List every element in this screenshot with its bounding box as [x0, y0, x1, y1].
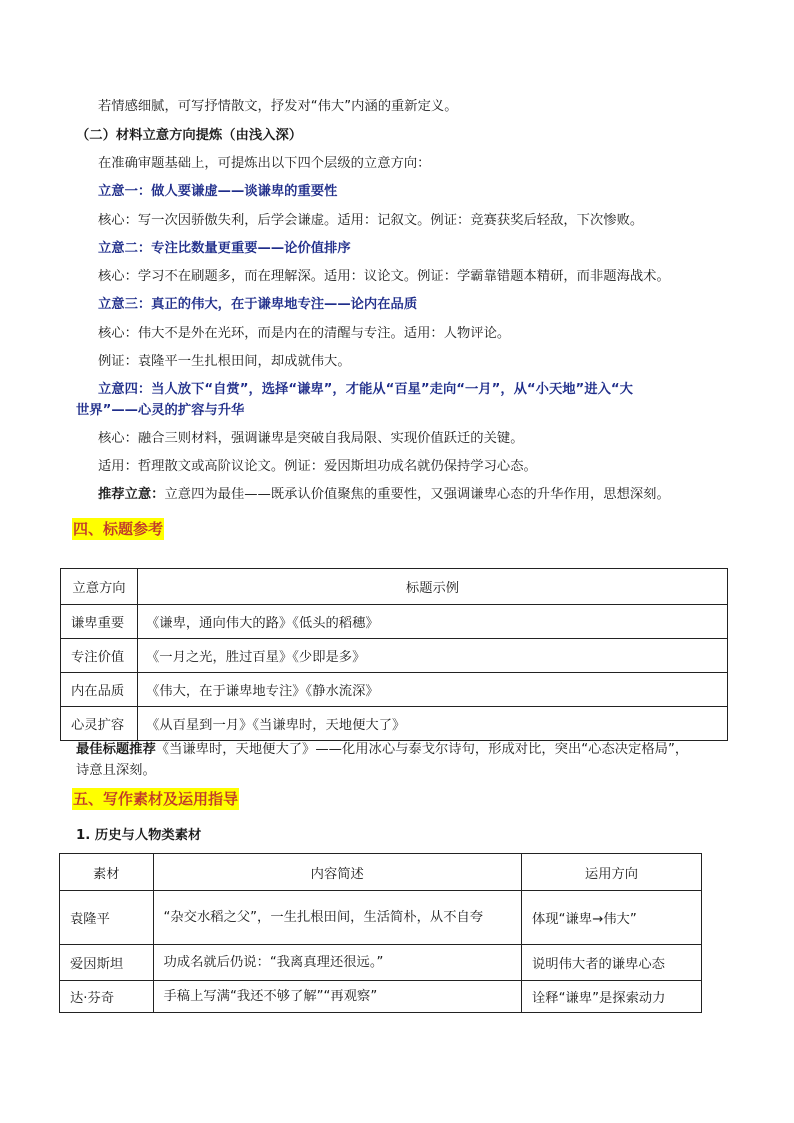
table-cell: 爱因斯坦 [60, 945, 154, 981]
table-cell: 《谦卑，通向伟大的路》《低头的稻穗》 [138, 605, 728, 639]
paragraph-emotional-prose: 若情感细腻，可写抒情散文，抒发对“伟大”内涵的重新定义。 [98, 99, 458, 114]
angle-three-example: 例证：袁隆平一生扎根田间，却成就伟大。 [98, 354, 351, 369]
best-title-paragraph-line1 [76, 740, 688, 760]
best-title-paragraph-line2: 诗意且深刻。 [76, 763, 156, 778]
angle-two-core: 核心：学习不在刷题多，而在理解深。适用：议论文。例证：学霸靠错题本精研，而非题海战术。 [98, 269, 670, 284]
table-header-cell: 立意方向 [61, 569, 138, 605]
table-cell: 功成名就后仍说：“我离真理还很远。” [153, 945, 522, 981]
table-row [61, 707, 728, 741]
angle-one-core: 核心：写一次因骄傲失利，后学会谦虚。适用：记叙文。例证：竞赛获奖后轻敌，下次惨败。 [98, 213, 644, 228]
table-cell: 达·芬奇 [60, 981, 154, 1013]
recommendation-paragraph [98, 485, 670, 505]
table-cell: 手稿上写满“我还不够了解”“再观察” [153, 981, 522, 1013]
table-cell: “杂交水稻之父”，一生扎根田间，生活简朴，从不自夸 [153, 891, 522, 945]
title-reference-table [60, 568, 728, 741]
recommendation-label: 推荐立意： [98, 487, 165, 502]
angle-two-title: 立意二：专注比数量更重要——论价值排序 [98, 241, 351, 256]
table-cell: 袁隆平 [60, 891, 154, 945]
writing-material-table [59, 853, 702, 1013]
angle-four-apply: 适用：哲理散文或高阶议论文。例证：爱因斯坦功成名就仍保持学习心态。 [98, 459, 537, 474]
section-five-heading: 五、写作素材及运用指导 [73, 790, 239, 808]
subheading-material-direction: （二）材料立意方向提炼（由浅入深） [76, 128, 303, 143]
angle-one-title: 立意一：做人要谦虚——谈谦卑的重要性 [98, 184, 338, 199]
table-cell: 诠释“谦卑”是探索动力 [522, 981, 702, 1013]
table-row [60, 945, 702, 981]
table-header-cell: 运用方向 [522, 854, 702, 891]
paragraph-intro: 在准确审题基础上，可提炼出以下四个层级的立意方向： [98, 156, 431, 171]
table-cell: 谦卑重要 [61, 605, 138, 639]
best-title-text: 《当谦卑时，天地便大了》——化用冰心与泰戈尔诗句，形成对比，突出“心态决定格局”， [155, 742, 689, 757]
table-row [61, 639, 728, 673]
section-four-heading: 四、标题参考 [73, 520, 164, 538]
angle-four-core: 核心：融合三则材料，强调谦卑是突破自我局限、实现价值跃迁的关键。 [98, 431, 524, 446]
table-cell: 专注价值 [61, 639, 138, 673]
table-cell: 《一月之光，胜过百星》《少即是多》 [138, 639, 728, 673]
table-header-row [60, 854, 702, 891]
table-cell: 心灵扩容 [61, 707, 138, 741]
table-header-cell: 内容简述 [153, 854, 522, 891]
table-row [60, 891, 702, 945]
best-title-label: 最佳标题推荐 [76, 742, 156, 757]
table-cell: 《伟大，在于谦卑地专注》《静水流深》 [138, 673, 728, 707]
table-cell: 体现“谦卑→伟大” [522, 891, 702, 945]
table-row [61, 673, 728, 707]
table-row [60, 981, 702, 1013]
subheading-history-figures: 1. 历史与人物类素材 [76, 828, 202, 843]
table-cell: 《从百星到一月》《当谦卑时，天地便大了》 [138, 707, 728, 741]
angle-four-title-line1: 立意四：当人放下“自赏”，选择“谦卑”，才能从“百星”走向“一月”，从“小天地”进入“大 [98, 382, 633, 397]
recommendation-text: 立意四为最佳——既承认价值聚焦的重要性，又强调谦卑心态的升华作用，思想深刻。 [164, 487, 670, 502]
table-cell: 内在品质 [61, 673, 138, 707]
angle-four-title-line2: 世界”——心灵的扩容与升华 [76, 403, 245, 418]
angle-three-core: 核心：伟大不是外在光环，而是内在的清醒与专注。适用：人物评论。 [98, 326, 511, 341]
table-cell: 说明伟大者的谦卑心态 [522, 945, 702, 981]
table-header-cell: 素材 [60, 854, 154, 891]
angle-three-title: 立意三：真正的伟大，在于谦卑地专注——论内在品质 [98, 297, 418, 312]
table-header-cell: 标题示例 [138, 569, 728, 605]
table-header-row [61, 569, 728, 605]
table-row [61, 605, 728, 639]
